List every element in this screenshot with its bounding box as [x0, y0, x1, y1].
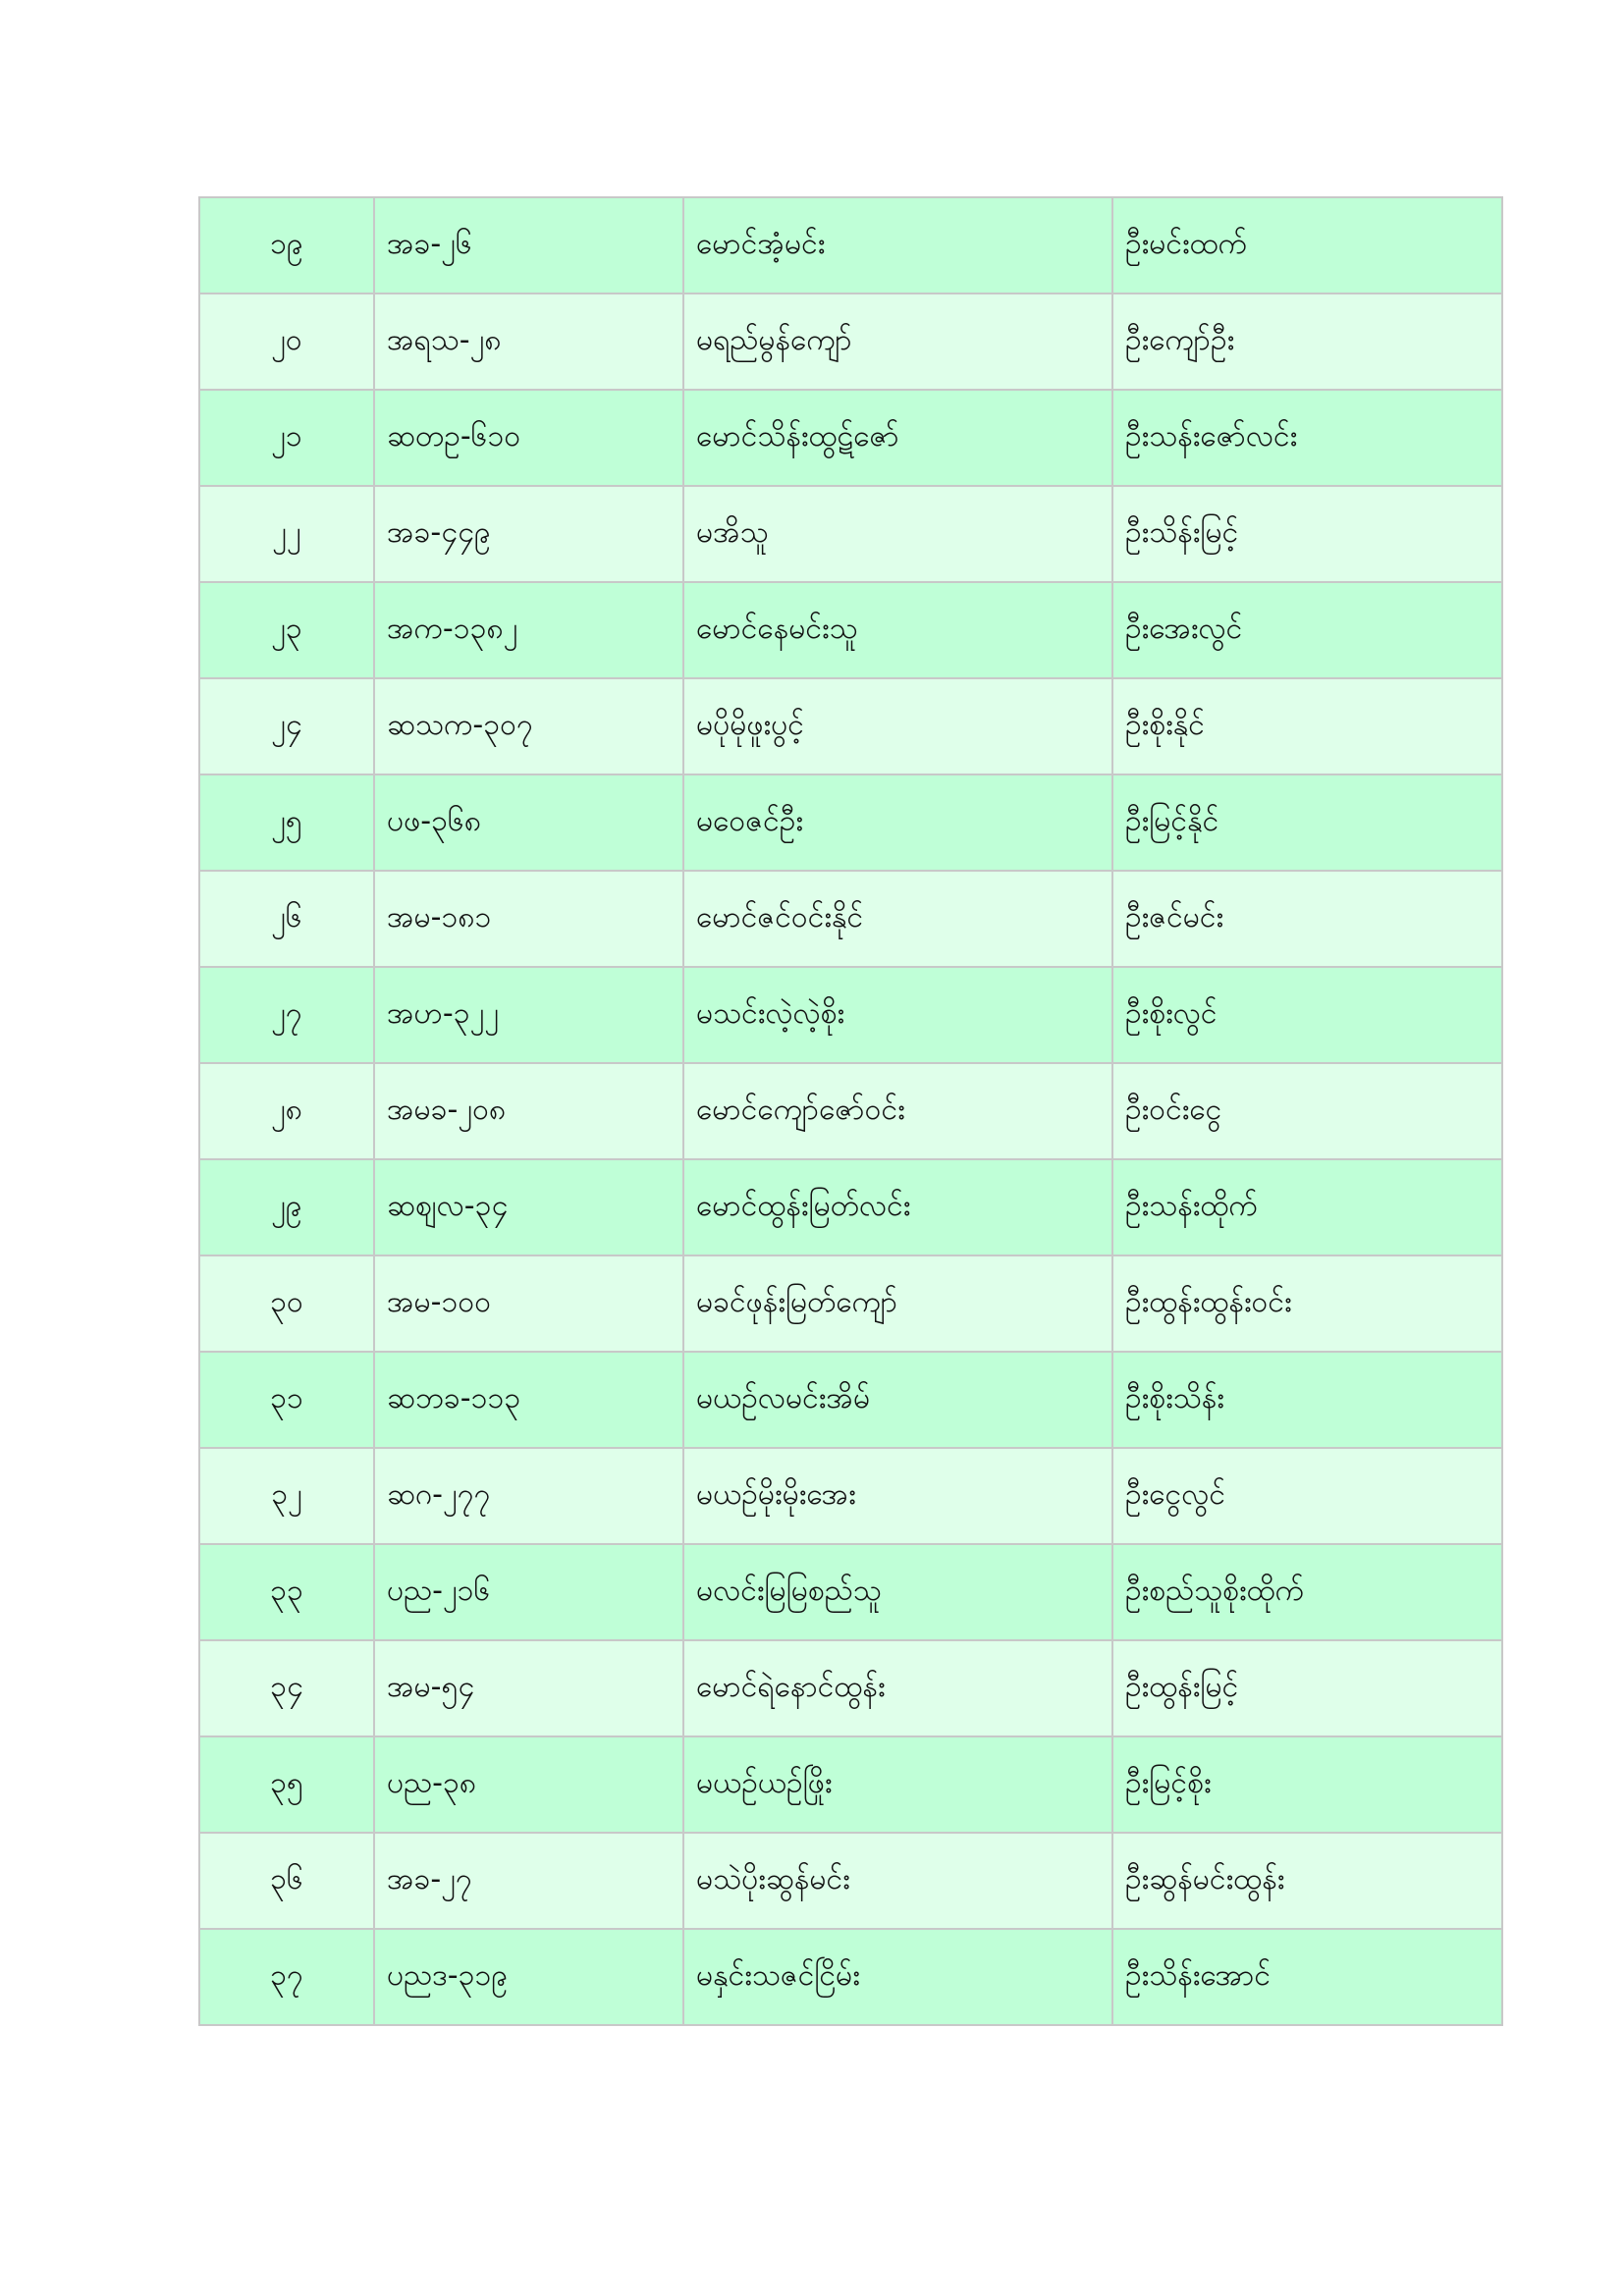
- registration-code: အခ-၄၄၉: [374, 486, 683, 582]
- row-number: ၂၉: [199, 1159, 374, 1255]
- row-number: ၃၆: [199, 1833, 374, 1929]
- registration-code: အရသ-၂၈: [374, 294, 683, 390]
- row-number: ၃၃: [199, 1544, 374, 1640]
- row-number: ၂၇: [199, 967, 374, 1063]
- parent-name: ဦးအေးလွင်: [1112, 582, 1502, 678]
- registration-code: ပည-၂၁၆: [374, 1544, 683, 1640]
- registration-code: ဆသက-၃၀၇: [374, 678, 683, 774]
- row-number: ၂၁: [199, 390, 374, 486]
- parent-name: ဦးစိုးလွင်: [1112, 967, 1502, 1063]
- student-name: မယဉ်မိုးမိုးအေး: [683, 1448, 1112, 1544]
- row-number: ၂၄: [199, 678, 374, 774]
- student-name: မဝေဇင်ဦး: [683, 774, 1112, 871]
- student-name: မောင်အံ့မင်း: [683, 197, 1112, 294]
- registration-code: ဆဘခ-၁၁၃: [374, 1352, 683, 1448]
- row-number: ၂၂: [199, 486, 374, 582]
- registration-code: အမ-၁၈၁: [374, 871, 683, 967]
- student-roster-table: [198, 196, 1503, 2026]
- registration-code: ပည-၃၈: [374, 1736, 683, 1833]
- parent-name: ဦးစိုးနိုင်: [1112, 678, 1502, 774]
- table-row: [199, 582, 1502, 678]
- row-number: ၃၇: [199, 1929, 374, 2025]
- student-name: မောင်သိန်းထွဋ်ဇော်: [683, 390, 1112, 486]
- parent-name: ဦးသိန်းမြင့်: [1112, 486, 1502, 582]
- student-name: မသင်းလဲ့လဲ့စိုး: [683, 967, 1112, 1063]
- registration-code: ဆတဥ-၆၁၀: [374, 390, 683, 486]
- parent-name: ဦးမင်းထက်: [1112, 197, 1502, 294]
- row-number: ၃၅: [199, 1736, 374, 1833]
- parent-name: ဦးစိုးသိန်း: [1112, 1352, 1502, 1448]
- registration-code: အမ-၁၀၀: [374, 1255, 683, 1352]
- parent-name: ဦးဆွန်မင်းထွန်း: [1112, 1833, 1502, 1929]
- student-name: မောင်ရဲနောင်ထွန်း: [683, 1640, 1112, 1736]
- student-name: မောင်ထွန်းမြတ်လင်း: [683, 1159, 1112, 1255]
- student-name: မောင်ကျော်ဇော်ဝင်း: [683, 1063, 1112, 1159]
- table-row: [199, 1736, 1502, 1833]
- student-name: မောင်ဇင်ဝင်းနိုင်: [683, 871, 1112, 967]
- student-name: မနှင်းသဇင်ငြိမ်း: [683, 1929, 1112, 2025]
- table-row: [199, 1833, 1502, 1929]
- student-name: မသဲပိုးဆွန်မင်း: [683, 1833, 1112, 1929]
- parent-name: ဦးသိန်းအောင်: [1112, 1929, 1502, 2025]
- table-row: [199, 294, 1502, 390]
- table-row: [199, 390, 1502, 486]
- student-name: မပိုမိုဖူးပွင့်: [683, 678, 1112, 774]
- student-name: မယဉ်ယဉ်ဖြိုး: [683, 1736, 1112, 1833]
- row-number: ၂၃: [199, 582, 374, 678]
- row-number: ၂၅: [199, 774, 374, 871]
- parent-name: ဦးမြင့်နိုင်: [1112, 774, 1502, 871]
- table-row: [199, 1929, 1502, 2025]
- student-name: မရည်မွန်ကျော်: [683, 294, 1112, 390]
- row-number: ၂၀: [199, 294, 374, 390]
- table-row: [199, 197, 1502, 294]
- table-row: [199, 486, 1502, 582]
- table-row: [199, 1352, 1502, 1448]
- row-number: ၃၄: [199, 1640, 374, 1736]
- parent-name: ဦးကျော်ဦး: [1112, 294, 1502, 390]
- student-name: မယဉ်လမင်းအိမ်: [683, 1352, 1112, 1448]
- registration-code: အဟ-၃၂၂: [374, 967, 683, 1063]
- row-number: ၂၈: [199, 1063, 374, 1159]
- row-number: ၃၁: [199, 1352, 374, 1448]
- registration-code: ပညဒ-၃၁၉: [374, 1929, 683, 2025]
- row-number: ၃၀: [199, 1255, 374, 1352]
- registration-code: အမ-၅၄: [374, 1640, 683, 1736]
- student-name: မခင်ဖုန်းမြတ်ကျော်: [683, 1255, 1112, 1352]
- student-name: မအိသူ: [683, 486, 1112, 582]
- table-row: [199, 1159, 1502, 1255]
- table-row: [199, 1544, 1502, 1640]
- table-row: [199, 1640, 1502, 1736]
- registration-code: အခ-၂၆: [374, 197, 683, 294]
- registration-code: ဆစျလ-၃၄: [374, 1159, 683, 1255]
- table-row: [199, 774, 1502, 871]
- student-name: မောင်နေမင်းသူ: [683, 582, 1112, 678]
- row-number: ၁၉: [199, 197, 374, 294]
- table-row: [199, 1255, 1502, 1352]
- parent-name: ဦးစည်သူစိုးထိုက်: [1112, 1544, 1502, 1640]
- parent-name: ဦးထွန်းထွန်းဝင်း: [1112, 1255, 1502, 1352]
- table-row: [199, 871, 1502, 967]
- registration-code: အမခ-၂၀၈: [374, 1063, 683, 1159]
- parent-name: ဦးငွေလွင်: [1112, 1448, 1502, 1544]
- table-row: [199, 967, 1502, 1063]
- row-number: ၂၆: [199, 871, 374, 967]
- parent-name: ဦးဝင်းငွေ: [1112, 1063, 1502, 1159]
- parent-name: ဦးသန်းထိုက်: [1112, 1159, 1502, 1255]
- parent-name: ဦးဇင်မင်း: [1112, 871, 1502, 967]
- parent-name: ဦးသန်းဇော်လင်း: [1112, 390, 1502, 486]
- registration-code: ပဖ-၃၆၈: [374, 774, 683, 871]
- parent-name: ဦးမြင့်စိုး: [1112, 1736, 1502, 1833]
- parent-name: ဦးထွန်းမြင့်: [1112, 1640, 1502, 1736]
- table-row: [199, 1448, 1502, 1544]
- table-row: [199, 1063, 1502, 1159]
- table-row: [199, 678, 1502, 774]
- row-number: ၃၂: [199, 1448, 374, 1544]
- student-name: မလင်းမြမြစည်သူ: [683, 1544, 1112, 1640]
- registration-code: ဆဂ-၂၇၇: [374, 1448, 683, 1544]
- registration-code: အခ-၂၇: [374, 1833, 683, 1929]
- registration-code: အက-၁၃၈၂: [374, 582, 683, 678]
